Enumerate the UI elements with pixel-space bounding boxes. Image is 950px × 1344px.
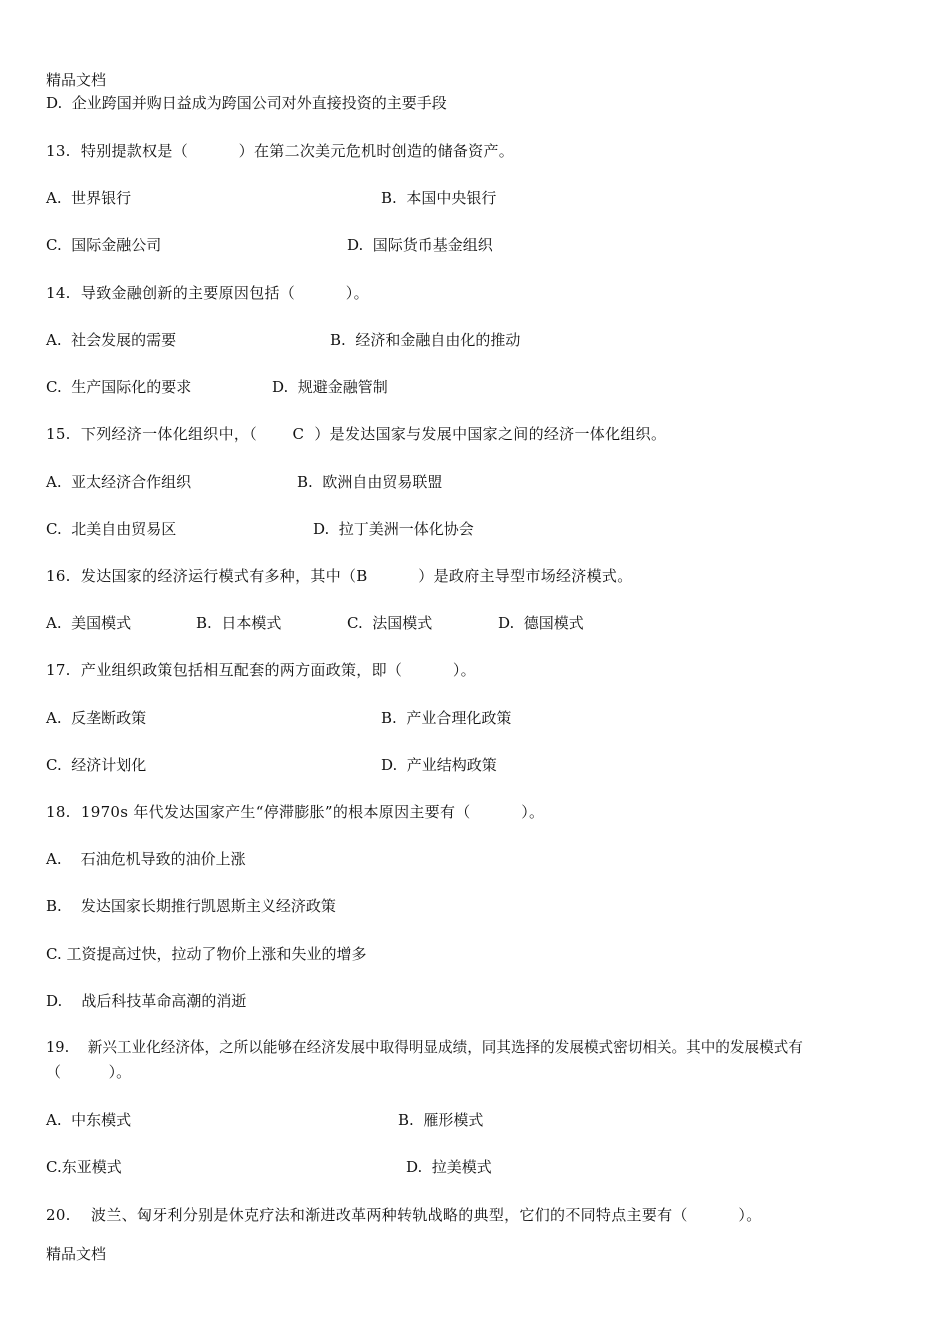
option-d: D. 拉美模式 <box>406 1158 492 1176</box>
option-b: B. 欧洲自由贸易联盟 <box>297 473 443 491</box>
option-a: A. 中东模式 <box>46 1111 132 1129</box>
option-d: D. 国际货币基金组织 <box>347 236 493 254</box>
option-c: C. 生产国际化的要求 <box>46 378 192 396</box>
option-b: B. 发达国家长期推行凯恩斯主义经济政策 <box>46 897 336 915</box>
question-17: 17. 产业组织政策包括相互配套的两方面政策，即（ ）。 <box>46 661 476 679</box>
option-d: D. 战后科技革命高潮的消逝 <box>46 992 247 1010</box>
page-footer: 精品文档 <box>46 1245 107 1263</box>
option-b: B. 雁形模式 <box>398 1111 484 1129</box>
option-b: B. 日本模式 <box>196 614 282 632</box>
question-14: 14. 导致金融创新的主要原因包括（ ）。 <box>46 284 369 302</box>
option-b: B. 经济和金融自由化的推动 <box>330 331 521 349</box>
option-c: C.东亚模式 <box>46 1158 122 1176</box>
option-c: C. 北美自由贸易区 <box>46 520 177 538</box>
question-19: 19. 新兴工业化经济体，之所以能够在经济发展中取得明显成绩，同其选择的发展模式密切相关。其中的发展模式有 <box>46 1039 803 1056</box>
question-20: 20. 波兰、匈牙利分别是休克疗法和渐进改革两种转轨战略的典型，它们的不同特点主要有（ ）。 <box>46 1206 762 1224</box>
option-a: A. 石油危机导致的油价上涨 <box>46 850 246 868</box>
option-a: A. 社会发展的需要 <box>46 331 177 349</box>
option-d: D. 产业结构政策 <box>381 756 497 774</box>
option-d: D. 企业跨国并购日益成为跨国公司对外直接投资的主要手段 <box>46 94 447 112</box>
option-a: A. 亚太经济合作组织 <box>46 473 192 491</box>
option-b: B. 产业合理化政策 <box>381 709 512 727</box>
option-a: A. 反垄断政策 <box>46 709 147 727</box>
option-b: B. 本国中央银行 <box>381 189 497 207</box>
option-a: A. 美国模式 <box>46 614 132 632</box>
option-d: D. 拉丁美洲一体化协会 <box>313 520 474 538</box>
option-d: D. 规避金融管制 <box>272 378 388 396</box>
option-c: C. 经济计划化 <box>46 756 147 774</box>
page-header: 精品文档 <box>46 71 107 89</box>
question-19-blank: （ ）。 <box>46 1063 132 1081</box>
option-a: A. 世界银行 <box>46 189 132 207</box>
option-c: C. 国际金融公司 <box>46 236 162 254</box>
question-18: 18. 1970s 年代发达国家产生“停滞膨胀”的根本原因主要有（ ）。 <box>46 803 545 821</box>
option-c: C. 法国模式 <box>347 614 433 632</box>
option-c: C. 工资提高过快，拉动了物价上涨和失业的增多 <box>46 945 367 963</box>
question-16: 16. 发达国家的经济运行模式有多种，其中（B ）是政府主导型市场经济模式。 <box>46 567 633 585</box>
option-d: D. 德国模式 <box>498 614 584 632</box>
question-13: 13. 特别提款权是（ ）在第二次美元危机时创造的储备资产。 <box>46 142 515 160</box>
question-15: 15. 下列经济一体化组织中，（ C ）是发达国家与发展中国家之间的经济一体化组织。 <box>46 425 667 443</box>
